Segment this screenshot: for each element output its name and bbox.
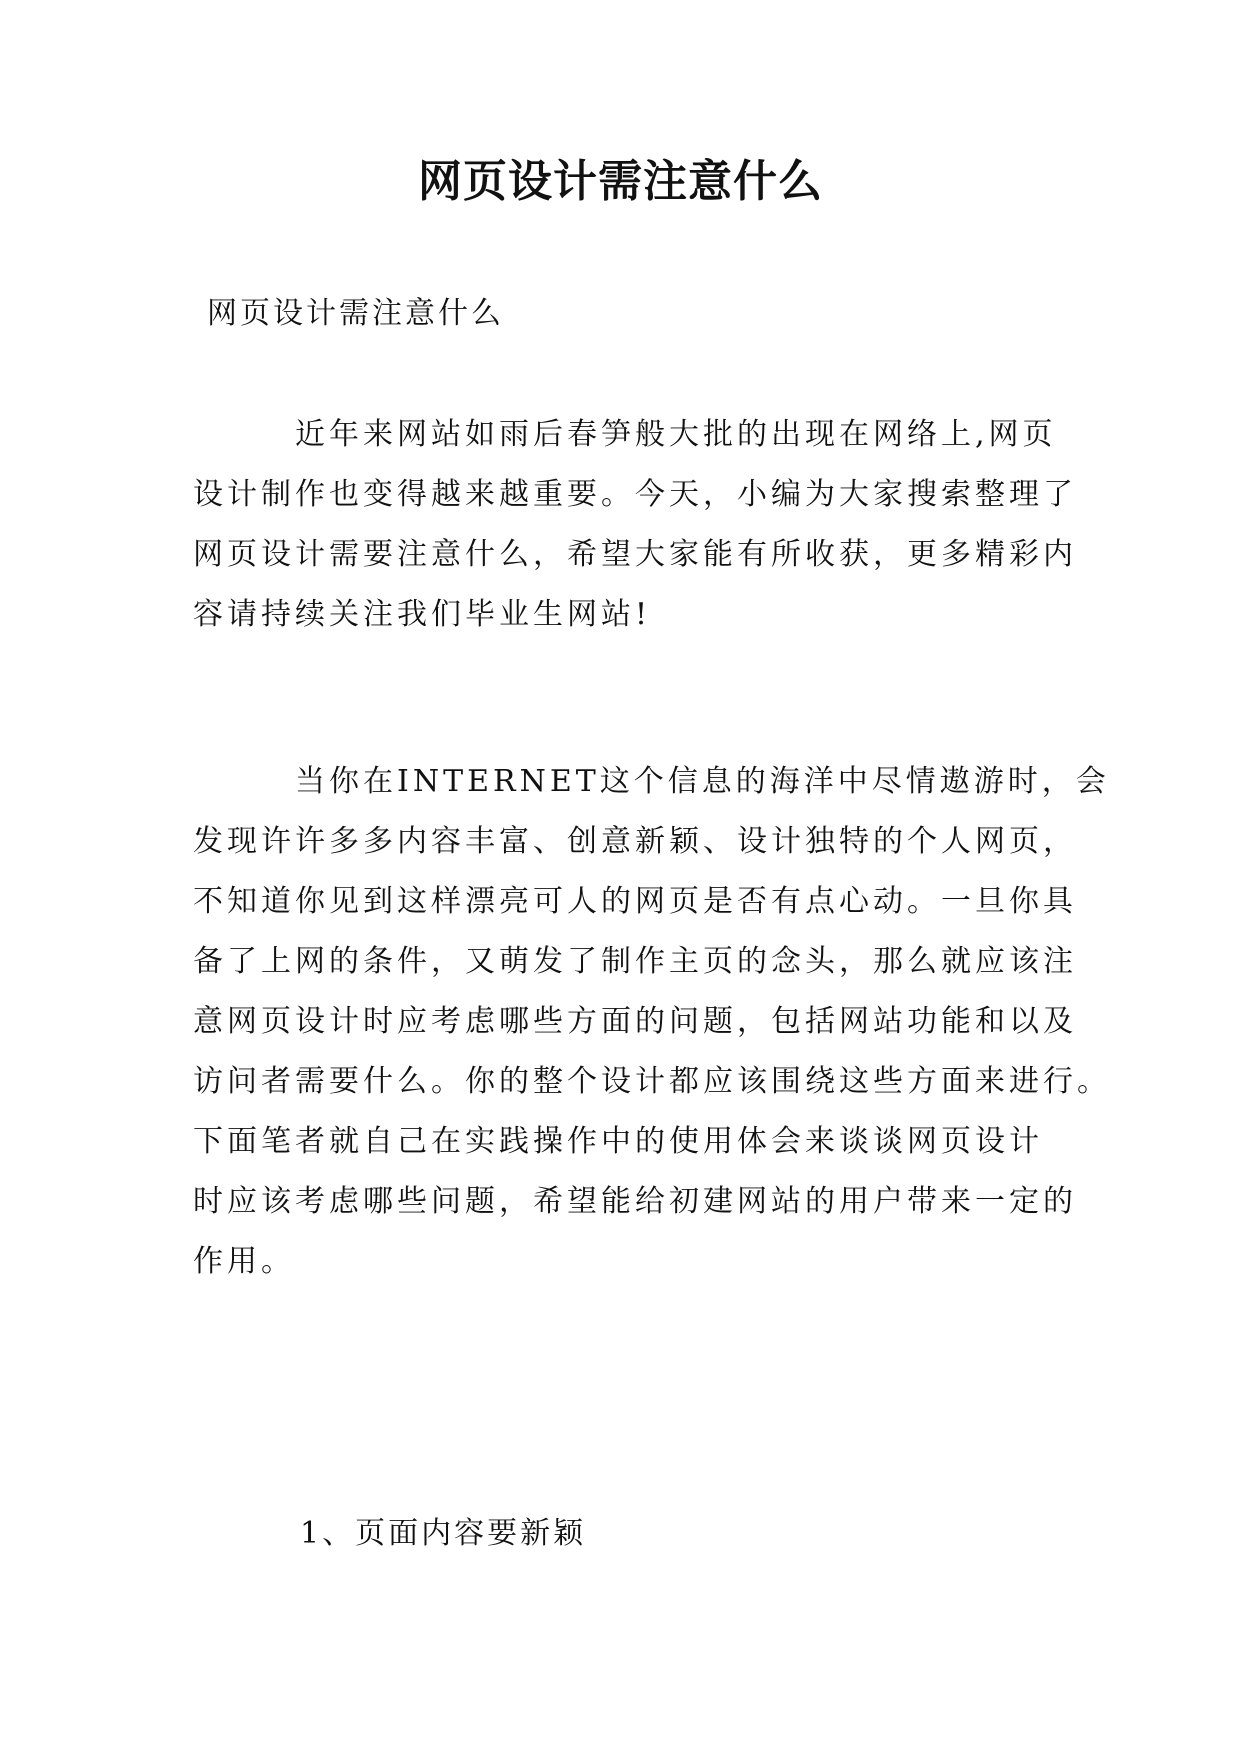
paragraph-line: 容请持续关注我们毕业生网站!	[193, 597, 652, 632]
paragraph-line: 近年来网站如雨后春笋般大批的出现在网络上,网页	[193, 417, 1057, 452]
document-title: 网页设计需注意什么	[418, 156, 823, 207]
paragraph-line: 不知道你见到这样漂亮可人的网页是否有点心动。一旦你具	[193, 884, 1077, 919]
paragraph-line: 网页设计需要注意什么，希望大家能有所收获，更多精彩内	[193, 537, 1077, 572]
paragraph-line: 备了上网的条件，又萌发了制作主页的念头，那么就应该注	[193, 944, 1077, 979]
paragraph-intro	[193, 405, 1077, 645]
paragraph-line: 当你在INTERNET这个信息的海洋中尽情遨游时，会	[193, 764, 1110, 799]
paragraph-line: 发现许许多多内容丰富、创意新颖、设计独特的个人网页，	[193, 824, 1077, 859]
paragraph-line: 意网页设计时应考虑哪些方面的问题，包括网站功能和以及	[193, 1004, 1077, 1039]
paragraph-line: 设计制作也变得越来越重要。今天，小编为大家搜索整理了	[193, 477, 1077, 512]
paragraph-body	[193, 752, 1111, 1292]
document-subtitle: 网页设计需注意什么	[207, 296, 504, 331]
section-heading: 1、页面内容要新颖	[300, 1516, 587, 1551]
paragraph-line: 访问者需要什么。你的整个设计都应该围绕这些方面来进行。	[193, 1064, 1111, 1099]
paragraph-line: 时应该考虑哪些问题，希望能给初建网站的用户带来一定的	[193, 1184, 1077, 1219]
paragraph-line: 下面笔者就自己在实践操作中的使用体会来谈谈网页设计	[193, 1124, 1043, 1159]
paragraph-line: 作用。	[193, 1244, 295, 1279]
